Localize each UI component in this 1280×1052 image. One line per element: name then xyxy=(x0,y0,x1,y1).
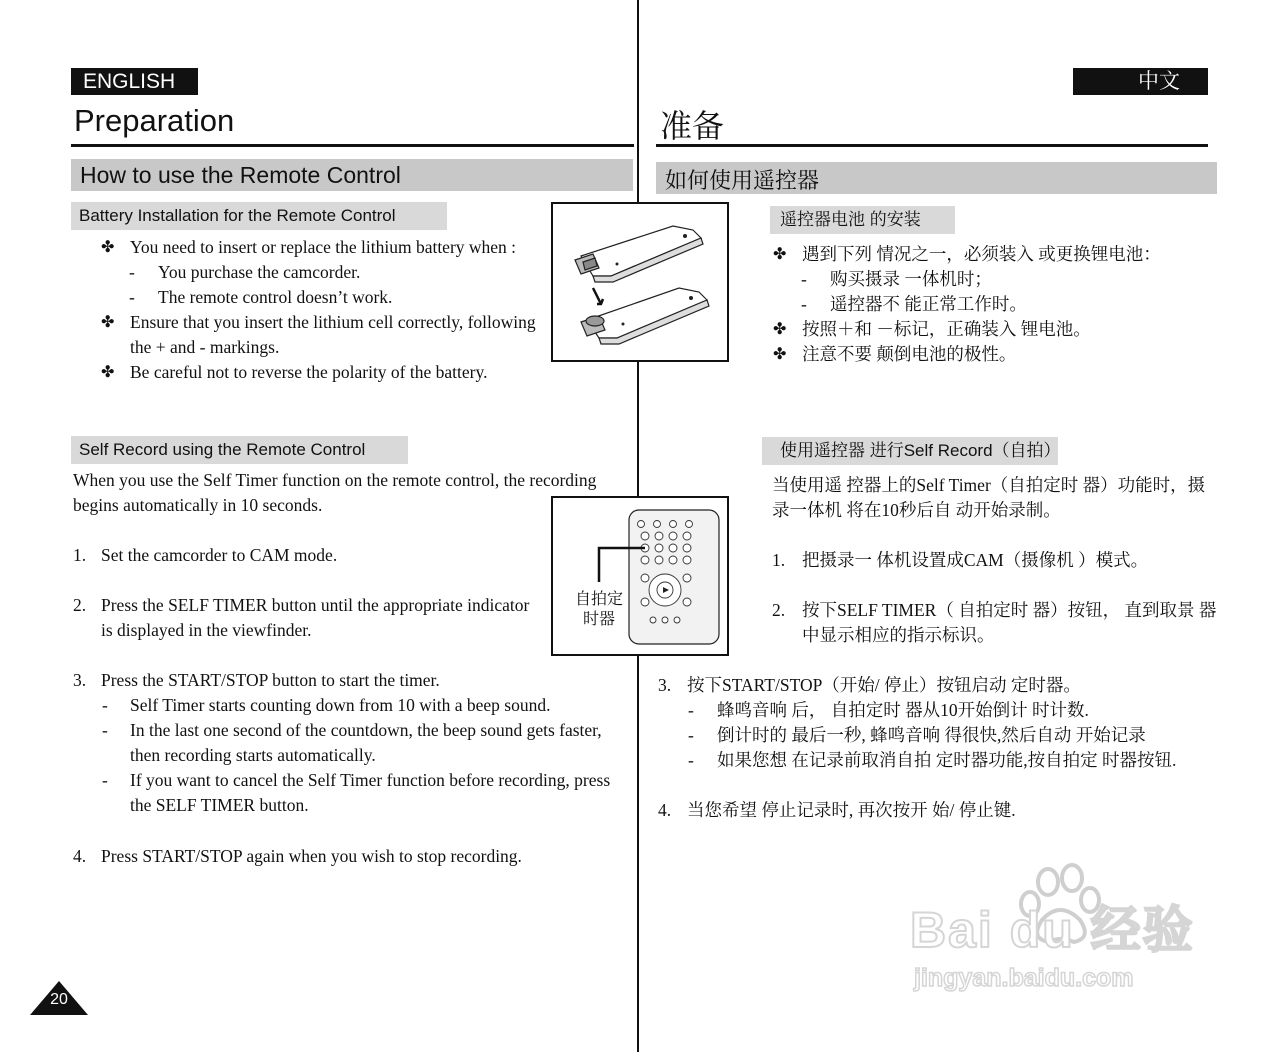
step-number: 1. xyxy=(73,545,87,565)
sub-item-text: If you want to cancel the Self Timer function before recording, press xyxy=(130,770,611,790)
step-text: 按下SELF TIMER（ 自拍定时 器）按钮， 直到取景 器 xyxy=(802,600,1217,620)
dash-marker: - xyxy=(801,269,807,289)
sub-item-text-continued: the SELF TIMER button. xyxy=(130,795,309,815)
bullet-icon: ✤ xyxy=(773,346,787,363)
intro-text: 录一体机 将在10秒后自 动开始录制。 xyxy=(772,500,1061,520)
sub-item-text: Self Timer starts counting down from 10 with a beep sound. xyxy=(130,695,551,715)
step-text: Press START/STOP again when you wish to stop recording. xyxy=(101,846,522,866)
remote-control-illustration xyxy=(553,498,727,654)
self-timer-label xyxy=(563,590,635,630)
step-number: 3. xyxy=(73,670,87,690)
step-text: Press the SELF TIMER button until the appropriate indicator xyxy=(101,595,530,615)
bullet-icon: ✤ xyxy=(101,314,115,331)
baidu-watermark xyxy=(902,860,1202,1010)
step-number: 3. xyxy=(658,675,672,695)
step-number: 4. xyxy=(73,846,87,866)
dash-marker: - xyxy=(688,700,694,720)
intro-text: begins automatically in 10 seconds. xyxy=(73,495,323,515)
sub-item-text: In the last one second of the countdown, the beep sound gets faster, xyxy=(130,720,602,740)
subheading-battery-chinese: 遥控器电池 的安装 xyxy=(770,206,955,234)
remote-control-figure xyxy=(551,496,729,656)
title-rule-chinese xyxy=(656,144,1208,147)
intro-text: When you use the Self Timer function on the remote control, the recording xyxy=(73,470,597,490)
bullet-text: You need to insert or replace the lithium battery when : xyxy=(130,237,517,257)
subheading-battery-english: Battery Installation for the Remote Control xyxy=(71,202,447,230)
page-title-chinese: 准备 xyxy=(660,108,725,144)
dash-marker: - xyxy=(102,695,108,715)
remote-battery-illustration xyxy=(553,204,727,360)
sub-item-text: 倒计时的 最后一秒, 蜂鸣音响 得很快,然后自动 开始记录 xyxy=(717,725,1146,745)
sub-item-text: 蜂鸣音响 后， 自拍定时 器从10开始倒计 时计数. xyxy=(717,700,1089,720)
watermark-brand: Bai du 经验 xyxy=(910,902,1195,958)
self-timer-label-line: 时器 xyxy=(582,611,615,628)
language-tag-english: ENGLISH xyxy=(71,68,198,95)
step-text: 按下START/STOP（开始/ 停止）按钮启动 定时器。 xyxy=(687,675,1081,695)
intro-text: 当使用遥 控器上的Self Timer（自拍定时 器）功能时，摄 xyxy=(772,475,1206,495)
self-timer-label-line: 自拍定 xyxy=(574,591,623,608)
step-text: Set the camcorder to CAM mode. xyxy=(101,545,338,565)
sub-item-text: 遥控器不 能正常工作时。 xyxy=(830,294,1027,314)
bullet-icon: ✤ xyxy=(773,246,787,263)
battery-installation-figure xyxy=(551,202,729,362)
step-text: 把摄录一 体机设置成CAM（摄像机 ）模式。 xyxy=(802,550,1149,570)
page-number-badge xyxy=(30,981,88,1015)
step-text: Press the START/STOP button to start the timer. xyxy=(101,670,440,690)
bullet-text: 遇到下列 情况之一，必须装入 或更换锂电池： xyxy=(802,244,1161,264)
bullet-text: 注意不要 颠倒电池的极性。 xyxy=(802,344,1017,364)
bullet-text-continued: the + and - markings. xyxy=(130,337,280,357)
dash-marker: - xyxy=(102,720,108,740)
bullet-text: 按照＋和 －标记，正确装入 锂电池。 xyxy=(802,319,1091,339)
sub-item-text: The remote control doesn’t work. xyxy=(158,287,393,307)
page-number: 20 xyxy=(50,991,68,1008)
subheading-self-record-english: Self Record using the Remote Control xyxy=(71,436,408,464)
section-heading-chinese: 如何使用遥控器 xyxy=(656,162,1217,194)
sub-item-text: 购买摄录 一体机时； xyxy=(830,269,992,289)
watermark-url: jingyan.baidu.com xyxy=(914,964,1134,992)
step-text-continued: 中显示相应的指示标识。 xyxy=(802,625,995,645)
dash-marker: - xyxy=(102,770,108,790)
subheading-self-record-chinese: 使用遥控器 进行Self Record（自拍） xyxy=(762,437,1058,465)
step-number: 2. xyxy=(73,595,87,615)
step-number: 1. xyxy=(772,550,786,570)
dash-marker: - xyxy=(688,725,694,745)
dash-marker: - xyxy=(129,287,135,307)
section-heading-english: How to use the Remote Control xyxy=(71,159,633,191)
bullet-icon: ✤ xyxy=(101,364,115,381)
page-title-english: Preparation xyxy=(74,103,235,138)
dash-marker: - xyxy=(688,750,694,770)
dash-marker: - xyxy=(129,262,135,282)
step-text: 当您希望 停止记录时, 再次按开 始/ 停止键. xyxy=(687,800,1016,820)
bullet-text: Ensure that you insert the lithium cell correctly, following xyxy=(130,312,536,332)
sub-item-text-continued: then recording starts automatically. xyxy=(130,745,376,765)
bullet-icon: ✤ xyxy=(773,321,787,338)
bullet-icon: ✤ xyxy=(101,239,115,256)
step-text-continued: is displayed in the viewfinder. xyxy=(101,620,312,640)
sub-item-text: 如果您想 在记录前取消自拍 定时器功能,按自拍定 时器按钮. xyxy=(717,750,1177,770)
step-number: 2. xyxy=(772,600,786,620)
step-number: 4. xyxy=(658,800,672,820)
language-tag-chinese: 中文 xyxy=(1073,68,1208,95)
sub-item-text: You purchase the camcorder. xyxy=(158,262,361,282)
dash-marker: - xyxy=(801,294,807,314)
bullet-text: Be careful not to reverse the polarity of the battery. xyxy=(130,362,488,382)
title-rule-english xyxy=(71,144,634,147)
